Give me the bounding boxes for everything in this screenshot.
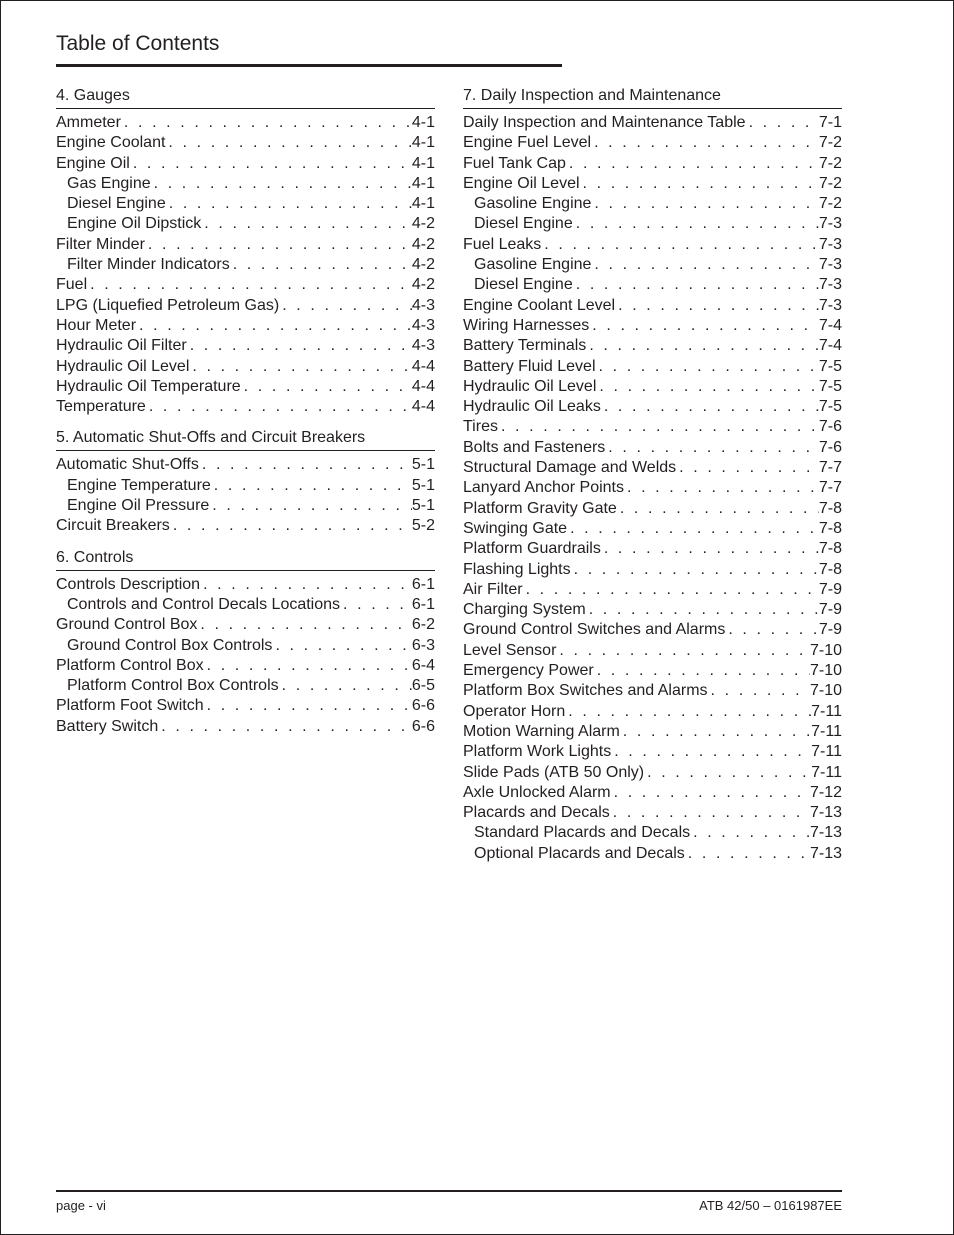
toc-entry-label: Filter Minder	[56, 235, 145, 253]
toc-entry-label: Engine Temperature	[67, 476, 211, 494]
toc-entry-label: Platform Guardrails	[463, 540, 601, 558]
dot-leader	[708, 681, 810, 701]
toc-entry[interactable]	[463, 499, 842, 519]
toc-entry-label: Axle Unlocked Alarm	[463, 783, 611, 801]
dot-leader	[279, 676, 412, 696]
dot-leader	[187, 336, 412, 356]
toc-page-number: 7-2	[818, 195, 842, 213]
toc-page-number: 7-6	[818, 438, 842, 456]
toc-entry-label: Automatic Shut-Offs	[56, 456, 199, 474]
toc-entry[interactable]	[56, 696, 435, 716]
toc-entry-label: Hydraulic Oil Level	[56, 357, 190, 375]
dot-leader	[601, 397, 819, 417]
toc-entry[interactable]	[463, 661, 842, 681]
dot-leader	[166, 194, 412, 214]
toc-entry[interactable]	[463, 133, 842, 153]
toc-entry-label: Gas Engine	[67, 174, 151, 192]
toc-entry[interactable]	[463, 478, 842, 498]
toc-page-number: 7-6	[818, 418, 842, 436]
toc-entry-label: Hydraulic Oil Level	[463, 377, 597, 395]
toc-subentry[interactable]	[463, 255, 842, 275]
dot-leader	[617, 499, 819, 519]
toc-entry-label: Hydraulic Oil Filter	[56, 337, 187, 355]
dot-leader	[146, 397, 412, 417]
toc-page-number: 7-11	[811, 722, 842, 740]
toc-entry-label: Ammeter	[56, 114, 121, 131]
toc-entry[interactable]	[463, 235, 842, 255]
toc-page-number: 7-7	[818, 479, 842, 497]
dot-leader	[620, 722, 811, 742]
toc-entry[interactable]	[463, 600, 842, 620]
dot-leader	[611, 742, 811, 762]
dot-leader	[170, 516, 412, 536]
toc-entry-label: Platform Control Box	[56, 656, 204, 674]
toc-entry-label: Diesel Engine	[474, 276, 573, 294]
dot-leader	[746, 113, 819, 133]
toc-entry[interactable]	[463, 154, 842, 174]
dot-leader	[200, 575, 412, 595]
toc-page-number: 7-2	[818, 174, 842, 192]
toc-page-number: 7-8	[818, 560, 842, 578]
dot-leader	[151, 174, 412, 194]
toc-page-number: 7-13	[809, 844, 842, 862]
toc-entry[interactable]	[463, 722, 842, 742]
toc-entry-label: Platform Control Box Controls	[67, 677, 279, 695]
toc-entry[interactable]	[463, 519, 842, 539]
toc-entry-list	[463, 113, 842, 864]
toc-entry[interactable]	[463, 620, 842, 640]
toc-page-number: 6-1	[411, 575, 435, 593]
dot-leader	[596, 357, 819, 377]
dot-leader	[685, 844, 810, 864]
section-heading: 4. Gauges	[56, 86, 435, 109]
toc-page-number: 4-1	[411, 114, 435, 131]
dot-leader	[573, 214, 819, 234]
toc-entry-label: Wiring Harnesses	[463, 316, 590, 334]
toc-entry[interactable]	[463, 113, 842, 133]
toc-page-number: 7-5	[818, 357, 842, 375]
dot-leader	[121, 113, 412, 133]
toc-entry-label: Engine Coolant	[56, 134, 166, 152]
toc-entry-label: Daily Inspection and Maintenance Table	[463, 114, 746, 131]
toc-entry-label: Lanyard Anchor Points	[463, 479, 624, 497]
dot-leader	[158, 717, 412, 737]
toc-entry-label: Battery Fluid Level	[463, 357, 596, 375]
toc-entry-label: Optional Placards and Decals	[474, 844, 685, 862]
toc-entry-label: Diesel Engine	[474, 215, 573, 233]
toc-page-number: 5-1	[411, 456, 435, 474]
toc-page-number: 7-4	[818, 337, 842, 355]
toc-right-column	[463, 86, 842, 875]
dot-leader	[523, 580, 819, 600]
dot-leader	[136, 316, 412, 336]
toc-page-number: 4-4	[411, 357, 435, 375]
dot-leader	[201, 214, 412, 234]
toc-entry-label: Structural Damage and Welds	[463, 459, 677, 477]
section-heading: 7. Daily Inspection and Maintenance	[463, 86, 842, 109]
toc-section	[463, 86, 842, 864]
toc-page-number: 4-3	[411, 337, 435, 355]
dot-leader	[586, 600, 819, 620]
toc-page-number: 5-2	[411, 517, 435, 535]
dot-leader	[165, 133, 411, 153]
toc-page-number: 6-3	[411, 636, 435, 654]
toc-page-number: 5-1	[411, 476, 435, 494]
dot-leader	[580, 174, 819, 194]
toc-entry[interactable]	[56, 516, 435, 536]
section-heading: 6. Controls	[56, 548, 435, 571]
toc-subentry[interactable]	[56, 595, 435, 615]
toc-entry-label: Hour Meter	[56, 316, 137, 334]
toc-entry[interactable]	[463, 803, 842, 823]
dot-leader	[565, 702, 811, 722]
toc-page-number: 7-10	[809, 641, 842, 659]
toc-entry[interactable]	[56, 296, 435, 316]
toc-entry[interactable]	[56, 615, 435, 635]
toc-entry-label: LPG (Liquefied Petroleum Gas)	[56, 296, 280, 314]
toc-entry-label: Hydraulic Oil Leaks	[463, 398, 601, 416]
toc-left-column	[56, 86, 435, 748]
dot-leader	[566, 154, 819, 174]
toc-entry-label: Filter Minder Indicators	[67, 256, 230, 274]
toc-page-number: 7-9	[818, 621, 842, 639]
toc-page-number: 7-3	[818, 235, 842, 253]
dot-leader	[591, 194, 818, 214]
dot-leader	[279, 296, 412, 316]
toc-entry-label: Engine Oil Dipstick	[67, 215, 202, 233]
title-rule	[56, 64, 562, 67]
dot-leader	[594, 661, 810, 681]
toc-page-number: 7-13	[809, 804, 842, 822]
footer-document-id: ATB 42/50 – 0161987EE	[699, 1198, 842, 1213]
toc-entry-label: Placards and Decals	[463, 804, 610, 822]
toc-entry[interactable]	[463, 174, 842, 194]
toc-page-number: 7-13	[809, 824, 842, 842]
dot-leader	[541, 235, 819, 255]
toc-entry-label: Operator Horn	[463, 702, 566, 720]
dot-leader	[211, 476, 412, 496]
toc-entry[interactable]	[56, 377, 435, 397]
toc-entry-label: Circuit Breakers	[56, 517, 170, 535]
toc-page-number: 7-1	[818, 114, 842, 131]
toc-entry[interactable]	[56, 656, 435, 676]
toc-section	[56, 428, 435, 536]
toc-entry-label: Tires	[463, 418, 498, 436]
dot-leader	[340, 595, 412, 615]
toc-page-number: 4-3	[411, 296, 435, 314]
toc-page-number: 7-11	[811, 743, 842, 761]
toc-subentry[interactable]	[463, 844, 842, 864]
toc-subentry[interactable]	[56, 174, 435, 194]
toc-subentry[interactable]	[463, 194, 842, 214]
dot-leader	[610, 803, 810, 823]
page-title: Table of Contents	[56, 32, 220, 55]
toc-entry[interactable]	[463, 580, 842, 600]
toc-subentry[interactable]	[463, 214, 842, 234]
toc-page-number: 4-2	[411, 256, 435, 274]
toc-page-number: 7-5	[818, 377, 842, 395]
toc-page-number: 4-1	[411, 134, 435, 152]
toc-page-number: 6-2	[411, 616, 435, 634]
toc-entry-label: Standard Placards and Decals	[474, 824, 691, 842]
toc-entry[interactable]	[56, 357, 435, 377]
dot-leader	[591, 133, 819, 153]
toc-entry[interactable]	[463, 681, 842, 701]
toc-section	[56, 86, 435, 417]
toc-entry[interactable]	[56, 397, 435, 417]
toc-page-number: 7-3	[818, 276, 842, 294]
toc-entry-label: Charging System	[463, 601, 586, 619]
toc-page-number: 7-3	[818, 256, 842, 274]
dot-leader	[573, 275, 819, 295]
toc-entry[interactable]	[463, 417, 842, 437]
dot-leader	[130, 154, 412, 174]
footer-page-number: page - vi	[56, 1198, 106, 1213]
toc-entry[interactable]	[56, 275, 435, 295]
dot-leader	[145, 235, 412, 255]
toc-entry-list	[56, 113, 435, 417]
toc-entry[interactable]	[463, 539, 842, 559]
dot-leader	[209, 496, 412, 516]
toc-entry-label: Hydraulic Oil Temperature	[56, 377, 241, 395]
toc-entry[interactable]	[463, 560, 842, 580]
toc-page-number: 7-9	[818, 601, 842, 619]
dot-leader	[189, 357, 411, 377]
toc-entry[interactable]	[56, 316, 435, 336]
toc-entry[interactable]	[463, 641, 842, 661]
toc-subentry[interactable]	[463, 823, 842, 843]
toc-entry[interactable]	[463, 458, 842, 478]
toc-subentry[interactable]	[56, 476, 435, 496]
toc-entry[interactable]	[56, 336, 435, 356]
toc-entry-label: Fuel Tank Cap	[463, 154, 566, 172]
dot-leader	[611, 783, 810, 803]
toc-entry-label: Controls Description	[56, 575, 201, 593]
toc-entry[interactable]	[463, 336, 842, 356]
toc-entry-label: Level Sensor	[463, 641, 557, 659]
toc-page-number: 7-8	[818, 519, 842, 537]
toc-page-number: 4-2	[411, 235, 435, 253]
dot-leader	[586, 336, 819, 356]
toc-entry-label: Engine Coolant Level	[463, 296, 616, 314]
toc-entry-label: Temperature	[56, 398, 146, 416]
toc-page-number: 6-5	[411, 677, 435, 695]
toc-page-number: 7-11	[811, 702, 842, 720]
toc-page-number: 4-1	[411, 174, 435, 192]
dot-leader	[591, 255, 818, 275]
dot-leader	[199, 455, 412, 475]
toc-entry-label: Fuel	[56, 276, 88, 294]
toc-entry[interactable]	[463, 316, 842, 336]
toc-page-number: 6-6	[411, 717, 435, 735]
toc-entry[interactable]	[463, 377, 842, 397]
dot-leader	[204, 656, 412, 676]
toc-entry-list	[56, 455, 435, 536]
toc-section	[56, 548, 435, 737]
toc-entry[interactable]	[56, 113, 435, 133]
toc-entry-label: Engine Oil Pressure	[67, 497, 210, 515]
toc-page-number: 4-1	[411, 195, 435, 213]
toc-entry-label: Ground Control Box	[56, 616, 198, 634]
dot-leader	[230, 255, 412, 275]
dot-leader	[676, 458, 819, 478]
toc-page-number: 7-7	[818, 459, 842, 477]
toc-page-number: 7-3	[818, 296, 842, 314]
toc-subentry[interactable]	[56, 255, 435, 275]
toc-entry[interactable]	[463, 397, 842, 417]
toc-page-number: 4-4	[411, 377, 435, 395]
toc-entry[interactable]	[463, 763, 842, 783]
toc-entry-label: Fuel Leaks	[463, 235, 542, 253]
toc-subentry[interactable]	[56, 496, 435, 516]
toc-entry-label: Bolts and Fasteners	[463, 438, 606, 456]
toc-entry-label: Ground Control Switches and Alarms	[463, 621, 726, 639]
toc-page-number: 7-11	[811, 763, 842, 781]
toc-entry-label: Diesel Engine	[67, 195, 166, 213]
toc-entry-label: Platform Gravity Gate	[463, 499, 617, 517]
toc-entry[interactable]	[56, 717, 435, 737]
toc-entry-label: Ground Control Box Controls	[67, 636, 273, 654]
toc-page-number: 5-1	[411, 497, 435, 515]
toc-page-number: 7-9	[818, 580, 842, 598]
toc-page-number: 7-2	[818, 134, 842, 152]
toc-entry-label: Slide Pads (ATB 50 Only)	[463, 763, 645, 781]
toc-page-number: 4-1	[411, 154, 435, 172]
toc-subentry[interactable]	[463, 275, 842, 295]
toc-entry-label: Platform Foot Switch	[56, 697, 204, 715]
toc-subentry[interactable]	[56, 676, 435, 696]
toc-page-number: 6-1	[411, 595, 435, 613]
toc-entry-label: Engine Oil	[56, 154, 130, 172]
toc-entry-label: Gasoline Engine	[474, 256, 592, 274]
toc-entry-label: Air Filter	[463, 580, 523, 598]
dot-leader	[624, 478, 819, 498]
dot-leader	[644, 763, 811, 783]
toc-subentry[interactable]	[56, 214, 435, 234]
toc-entry-label: Swinging Gate	[463, 519, 568, 537]
toc-page-number: 7-8	[818, 499, 842, 517]
toc-entry-label: Flashing Lights	[463, 560, 571, 578]
toc-page-number: 7-5	[818, 398, 842, 416]
dot-leader	[596, 377, 818, 397]
toc-entry-label: Battery Terminals	[463, 337, 587, 355]
dot-leader	[197, 615, 411, 635]
toc-page-number: 7-12	[809, 783, 842, 801]
toc-page-number: 6-4	[411, 656, 435, 674]
toc-entry-label: Motion Warning Alarm	[463, 722, 620, 740]
toc-page-number: 7-2	[818, 154, 842, 172]
dot-leader	[615, 296, 819, 316]
toc-page-number: 4-2	[411, 276, 435, 294]
dot-leader	[690, 823, 810, 843]
toc-entry[interactable]	[56, 235, 435, 255]
toc-entry-list	[56, 575, 435, 737]
dot-leader	[556, 641, 810, 661]
toc-entry[interactable]	[463, 742, 842, 762]
toc-entry-label: Emergency Power	[463, 662, 594, 680]
toc-page-number: 7-4	[818, 316, 842, 334]
dot-leader	[605, 438, 819, 458]
toc-entry[interactable]	[56, 154, 435, 174]
toc-page-number: 7-10	[809, 662, 842, 680]
toc-page-number: 7-3	[818, 215, 842, 233]
footer-rule	[56, 1190, 842, 1192]
toc-entry-label: Battery Switch	[56, 717, 159, 735]
toc-page-number: 4-2	[411, 215, 435, 233]
toc-page-number: 7-8	[818, 540, 842, 558]
toc-entry[interactable]	[463, 357, 842, 377]
toc-entry[interactable]	[56, 133, 435, 153]
toc-entry[interactable]	[463, 438, 842, 458]
toc-page-number: 6-6	[411, 697, 435, 715]
section-heading: 5. Automatic Shut-Offs and Circuit Breakers	[56, 428, 435, 451]
toc-subentry[interactable]	[56, 194, 435, 214]
dot-leader	[498, 417, 819, 437]
toc-entry-label: Engine Oil Level	[463, 174, 580, 192]
toc-entry-label: Platform Box Switches and Alarms	[463, 682, 708, 700]
dot-leader	[601, 539, 819, 559]
dot-leader	[241, 377, 412, 397]
toc-entry-label: Engine Fuel Level	[463, 134, 592, 152]
dot-leader	[567, 519, 819, 539]
toc-entry-label: Controls and Control Decals Locations	[67, 595, 341, 613]
toc-entry[interactable]	[56, 575, 435, 595]
toc-entry[interactable]	[463, 702, 842, 722]
toc-subentry[interactable]	[56, 636, 435, 656]
dot-leader	[571, 560, 819, 580]
dot-leader	[87, 275, 412, 295]
toc-entry-label: Platform Work Lights	[463, 743, 612, 761]
toc-entry[interactable]	[463, 296, 842, 316]
dot-leader	[272, 636, 411, 656]
toc-page-number: 4-3	[411, 316, 435, 334]
toc-page-number: 7-10	[809, 682, 842, 700]
dot-leader	[725, 620, 819, 640]
toc-entry[interactable]	[463, 783, 842, 803]
dot-leader	[589, 316, 819, 336]
toc-entry-label: Gasoline Engine	[474, 195, 592, 213]
dot-leader	[204, 696, 412, 716]
toc-entry[interactable]	[56, 455, 435, 475]
toc-page-number: 4-4	[411, 398, 435, 416]
